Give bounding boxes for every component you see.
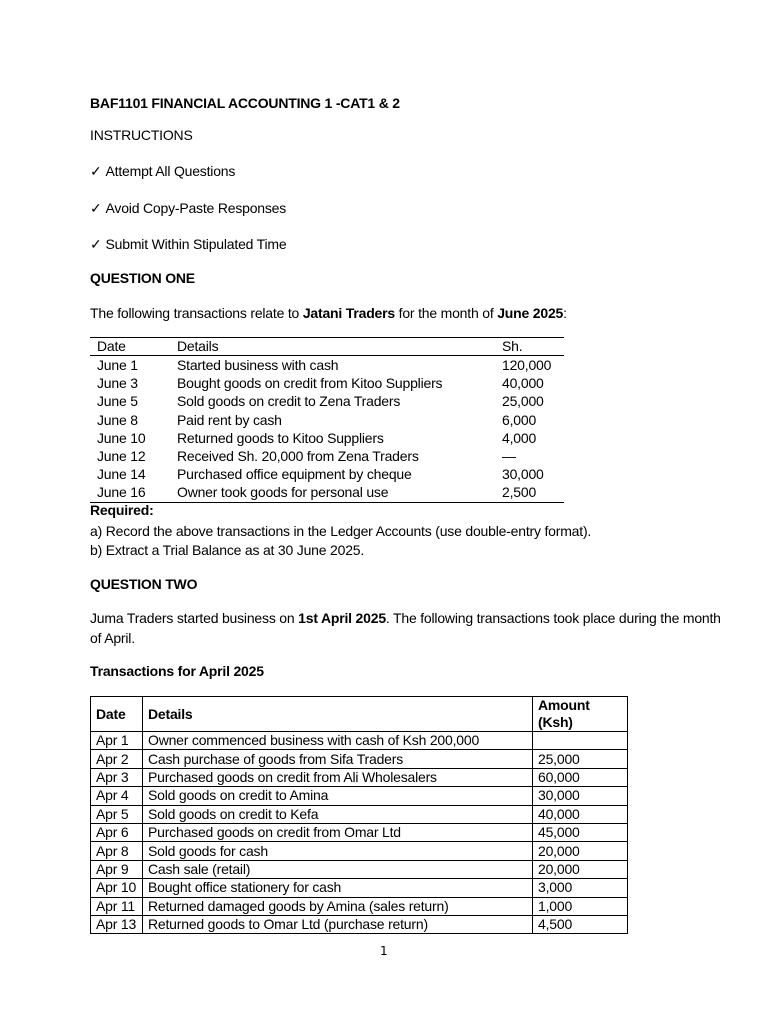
table-row [91,860,628,878]
table-row [90,392,564,410]
question-two-intro [90,609,721,627]
amount-cell: 45,000 [533,823,628,841]
amount-cell: 25,000 [502,393,544,410]
details-cell: Bought office stationery for cash [143,879,533,897]
details-cell: Returned goods to Omar Ltd (purchase return) [143,915,533,933]
details-cell: Owner commenced business with cash of Ksh 200,000 [143,732,533,750]
amount-cell [533,732,628,750]
amount-cell: 6,000 [502,411,537,428]
table-row [91,842,628,860]
question-two-heading: QUESTION TWO [90,576,198,592]
details-cell: Cash sale (retail) [143,860,533,878]
details-cell: Started business with cash [177,357,339,374]
question-one-heading: QUESTION ONE [90,270,195,286]
date-cell: June 1 [97,357,138,374]
required-label: Required: [90,502,154,518]
checkmark-icon: ✓ [90,200,102,216]
instruction-text: Avoid Copy-Paste Responses [105,200,287,216]
date-cell: Apr 11 [91,897,143,915]
column-header-date: Date [91,697,143,732]
table-row [90,374,564,392]
amount-cell: — [502,448,516,465]
details-cell: Sold goods on credit to Kefa [143,805,533,823]
date-cell: Apr 5 [91,805,143,823]
april-transactions-table [90,696,628,934]
table-header-row [91,697,628,732]
date-cell: Apr 2 [91,750,143,768]
table-row [91,915,628,933]
table-row [91,805,628,823]
table-row [91,768,628,786]
details-cell: Paid rent by cash [177,411,282,428]
instruction-item [90,199,286,217]
amount-cell: 60,000 [533,768,628,786]
details-cell: Owner took goods for personal use [177,483,502,502]
date-cell: June 10 [97,429,146,446]
table-row [90,356,564,375]
page-number: 1 [380,944,388,958]
question-one-intro [90,304,567,322]
intro-text: The following transactions relate to [90,305,303,321]
amount-cell: 20,000 [533,842,628,860]
amount-cell: 40,000 [533,805,628,823]
date-cell: Apr 1 [91,732,143,750]
date-cell: Apr 13 [91,915,143,933]
details-cell: Returned damaged goods by Amina (sales return) [143,897,533,915]
details-cell: Purchased goods on credit from Omar Ltd [143,823,533,841]
date-cell: Apr 10 [91,879,143,897]
amount-cell: 20,000 [533,860,628,878]
details-cell: Bought goods on credit from Kitoo Suppliers [177,375,443,392]
document-title: BAF1101 FINANCIAL ACCOUNTING 1 -CAT1 & 2 [90,95,400,111]
instruction-item [90,162,235,180]
date-cell: June 12 [97,448,146,465]
details-cell: Sold goods for cash [143,842,533,860]
details-cell: Purchased office equipment by cheque [177,466,412,483]
table-row [91,879,628,897]
intro-text: . The following transactions took place during the month [385,610,721,626]
details-cell: Sold goods on credit to Zena Traders [177,393,401,410]
date-cell: Apr 9 [91,860,143,878]
amount-cell: 2,500 [502,483,564,502]
intro-text: : [563,305,567,321]
checkmark-icon: ✓ [90,236,102,252]
details-cell: Sold goods on credit to Amina [143,787,533,805]
amount-cell: 3,000 [533,879,628,897]
intro-text: Juma Traders started business on [90,610,299,626]
details-cell: Purchased goods on credit from Ali Wholesalers [143,768,533,786]
intro-month: June 2025 [497,305,564,321]
instruction-text: Attempt All Questions [105,163,236,179]
amount-cell: 40,000 [502,375,544,392]
table-row [90,411,564,429]
amount-cell: 25,000 [533,750,628,768]
checkmark-icon: ✓ [90,163,102,179]
date-cell: June 14 [97,466,146,483]
column-header-details: Details [177,338,502,356]
table-row [91,823,628,841]
date-cell: Apr 3 [91,768,143,786]
amount-cell: 120,000 [502,357,552,374]
date-cell: Apr 8 [91,842,143,860]
details-cell: Returned goods to Kitoo Suppliers [177,429,384,446]
date-cell: June 8 [97,411,138,428]
amount-cell: 30,000 [502,466,544,483]
column-header-date: Date [90,338,177,356]
amount-cell: 4,000 [502,429,537,446]
column-header-details: Details [143,697,533,732]
date-cell: Apr 4 [91,787,143,805]
instruction-item [90,235,286,253]
table-row [90,429,564,447]
table-row [91,787,628,805]
table-row [91,897,628,915]
details-cell: Cash purchase of goods from Sifa Traders [143,750,533,768]
required-part-a: a) Record the above transactions in the Ledger Accounts (use double-entry format). [90,523,592,539]
table-row [91,750,628,768]
amount-cell: 4,500 [533,915,628,933]
intro-text: for the month of [394,305,498,321]
date-cell: Apr 6 [91,823,143,841]
table-row [91,732,628,750]
required-part-b: b) Extract a Trial Balance as at 30 June 2025. [90,542,365,558]
amount-cell: 1,000 [533,897,628,915]
table-row [90,483,564,502]
table-header-row [90,338,564,356]
table-row [90,465,564,483]
table-row [90,447,564,465]
instructions-heading: INSTRUCTIONS [90,127,193,143]
instruction-text: Submit Within Stipulated Time [105,236,287,252]
column-header-amount: Amount (Ksh) [533,697,628,732]
date-cell: June 3 [97,375,138,392]
company-name: Jatani Traders [302,305,395,321]
column-header-amount: Sh. [502,338,564,356]
details-cell: Received Sh. 20,000 from Zena Traders [177,448,419,465]
june-transactions-table [90,337,564,503]
amount-cell: 30,000 [533,787,628,805]
date-cell: June 5 [97,393,138,410]
transactions-table-title: Transactions for April 2025 [90,663,264,679]
date-cell: June 16 [90,483,177,502]
question-two-intro-line2: of April. [90,630,135,646]
intro-date: 1st April 2025 [298,610,386,626]
